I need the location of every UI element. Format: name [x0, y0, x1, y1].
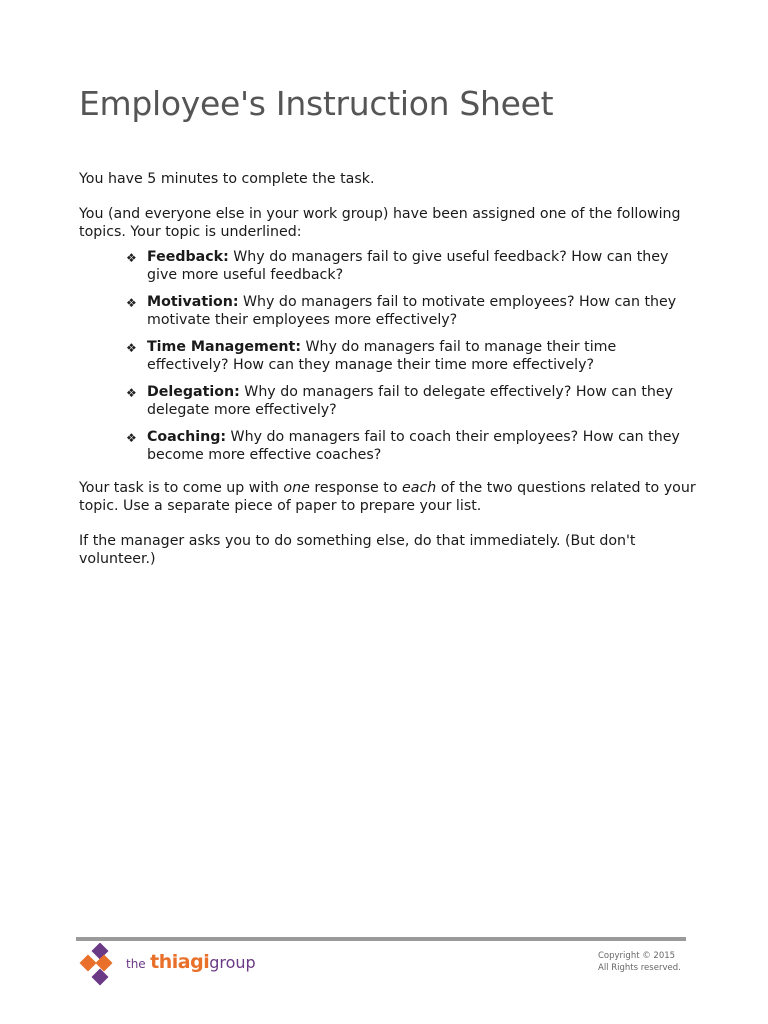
- copyright-notice: [598, 950, 681, 974]
- topic-text: Why do managers fail to manage their time effectively? How can they manage their time more effectively?: [147, 338, 617, 373]
- topic-text: Why do managers fail to give useful feedback? How can they give more useful feedback?: [147, 248, 669, 283]
- topic-text: Why do managers fail to delegate effectively? How can they delegate more effectively?: [147, 383, 673, 418]
- closing-paragraph: If the manager asks you to do something else, do that immediately. (But don't volunteer.): [79, 532, 636, 567]
- rights-line: All Rights reserved.: [598, 963, 681, 973]
- topic-name: Coaching:: [147, 428, 227, 445]
- topic-name: Delegation:: [147, 383, 240, 400]
- intro-paragraph: You have 5 minutes to complete the task.: [79, 171, 375, 187]
- logo-thiagi: thiagi: [150, 951, 210, 973]
- topic-text: Why do managers fail to coach their employees? How can they become more effective coaches?: [147, 428, 680, 463]
- diamond-bullet-icon: ❖: [126, 340, 137, 355]
- logo-group: group: [209, 953, 256, 972]
- diamond-bullet-icon: ❖: [126, 295, 137, 310]
- task-text-3: of the two questions related to your topic. Use a separate piece of paper to prepare your list.: [79, 479, 696, 514]
- task-paragraph: [79, 479, 699, 516]
- list-item: [126, 248, 699, 285]
- document-body: [79, 170, 699, 585]
- task-text-2: response to: [309, 479, 403, 496]
- list-item: [126, 338, 699, 375]
- topic-text: Why do managers fail to motivate employees? How can they motivate their employees more effectively?: [147, 293, 677, 328]
- topic-name: Feedback:: [147, 248, 229, 265]
- thiagi-group-logo: [76, 943, 256, 989]
- topics-list: [79, 248, 699, 465]
- list-item: [126, 428, 699, 465]
- list-item: [126, 293, 699, 330]
- diamond-bullet-icon: ❖: [126, 385, 137, 400]
- topic-name: Motivation:: [147, 293, 239, 310]
- list-item: [126, 383, 699, 420]
- diamond-cluster-icon: [76, 943, 122, 989]
- diamond-bullet-icon: ❖: [126, 430, 137, 445]
- task-emphasis-each: each: [402, 479, 437, 496]
- copyright-line: Copyright © 2015: [598, 951, 676, 961]
- task-emphasis-one: one: [283, 479, 310, 496]
- diamond-bullet-icon: ❖: [126, 250, 137, 265]
- topic-name: Time Management:: [147, 338, 301, 355]
- page-title: Employee's Instruction Sheet: [79, 84, 554, 123]
- logo-wordmark: [126, 951, 256, 973]
- footer-divider: [76, 937, 686, 941]
- task-text-1: Your task is to come up with: [79, 479, 284, 496]
- assignment-paragraph: You (and everyone else in your work group) have been assigned one of the following topics. Your topic is underlined:: [79, 205, 681, 240]
- logo-the: the: [126, 957, 146, 971]
